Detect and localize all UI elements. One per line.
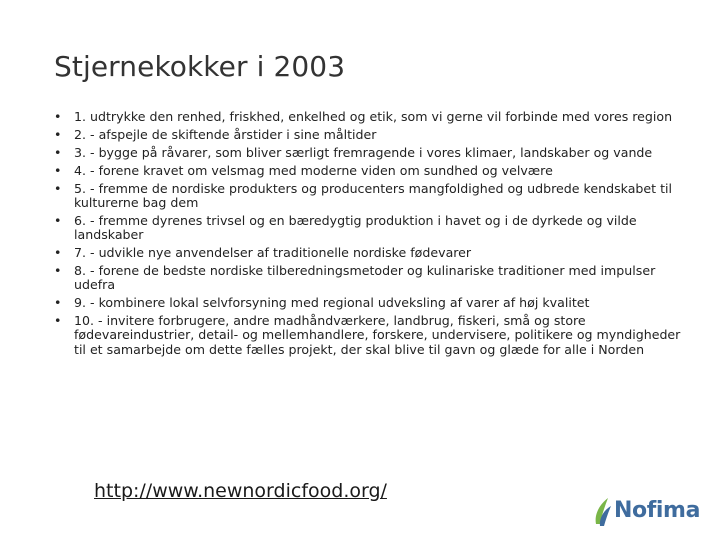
bullet-item: • 6. - fremme dyrenes trivsel og en bæredygtig produktion i havet og i de dyrkede og vilde landskaber <box>54 214 694 243</box>
bullet-item: • 10. - invitere forbrugere, andre madhåndværkere, landbrug, fiskeri, små og store fødevareindustrier, detail- og mellemhandlere, forskere, undervisere, politikere og myndigheder til et samarbejde om dette fælles projekt, der skal blive til gavn og glæde for alle i Norden <box>54 314 694 357</box>
nofima-logo <box>592 494 702 530</box>
logo-text: Nofima <box>614 498 701 523</box>
bullet-list <box>54 110 694 360</box>
bullet-item: • 5. - fremme de nordiske produkters og producenters mangfoldighed og udbrede kendskabet til kulturerne bag dem <box>54 182 694 211</box>
bullet-item: • 7. - udvikle nye anvendelser af traditionelle nordiske fødevarer <box>54 246 694 260</box>
nofima-leaf-icon <box>592 494 614 530</box>
bullet-item: • 8. - forene de bedste nordiske tilberedningsmetoder og kulinariske traditioner med impulser udefra <box>54 264 694 293</box>
slide-title: Stjernekokker i 2003 <box>54 50 346 83</box>
bullet-item: • 9. - kombinere lokal selvforsyning med regional udveksling af varer af høj kvalitet <box>54 296 694 310</box>
bullet-item: • 3. - bygge på råvarer, som bliver særligt fremragende i vores klimaer, landskaber og vande <box>54 146 694 160</box>
website-link[interactable]: http://www.newnordicfood.org/ <box>94 480 387 502</box>
bullet-item: • 1. udtrykke den renhed, friskhed, enkelhed og etik, som vi gerne vil forbinde med vores region <box>54 110 694 124</box>
bullet-item: • 2. - afspejle de skiftende årstider i sine måltider <box>54 128 694 142</box>
bullet-item: • 4. - forene kravet om velsmag med moderne viden om sundhed og velvære <box>54 164 694 178</box>
